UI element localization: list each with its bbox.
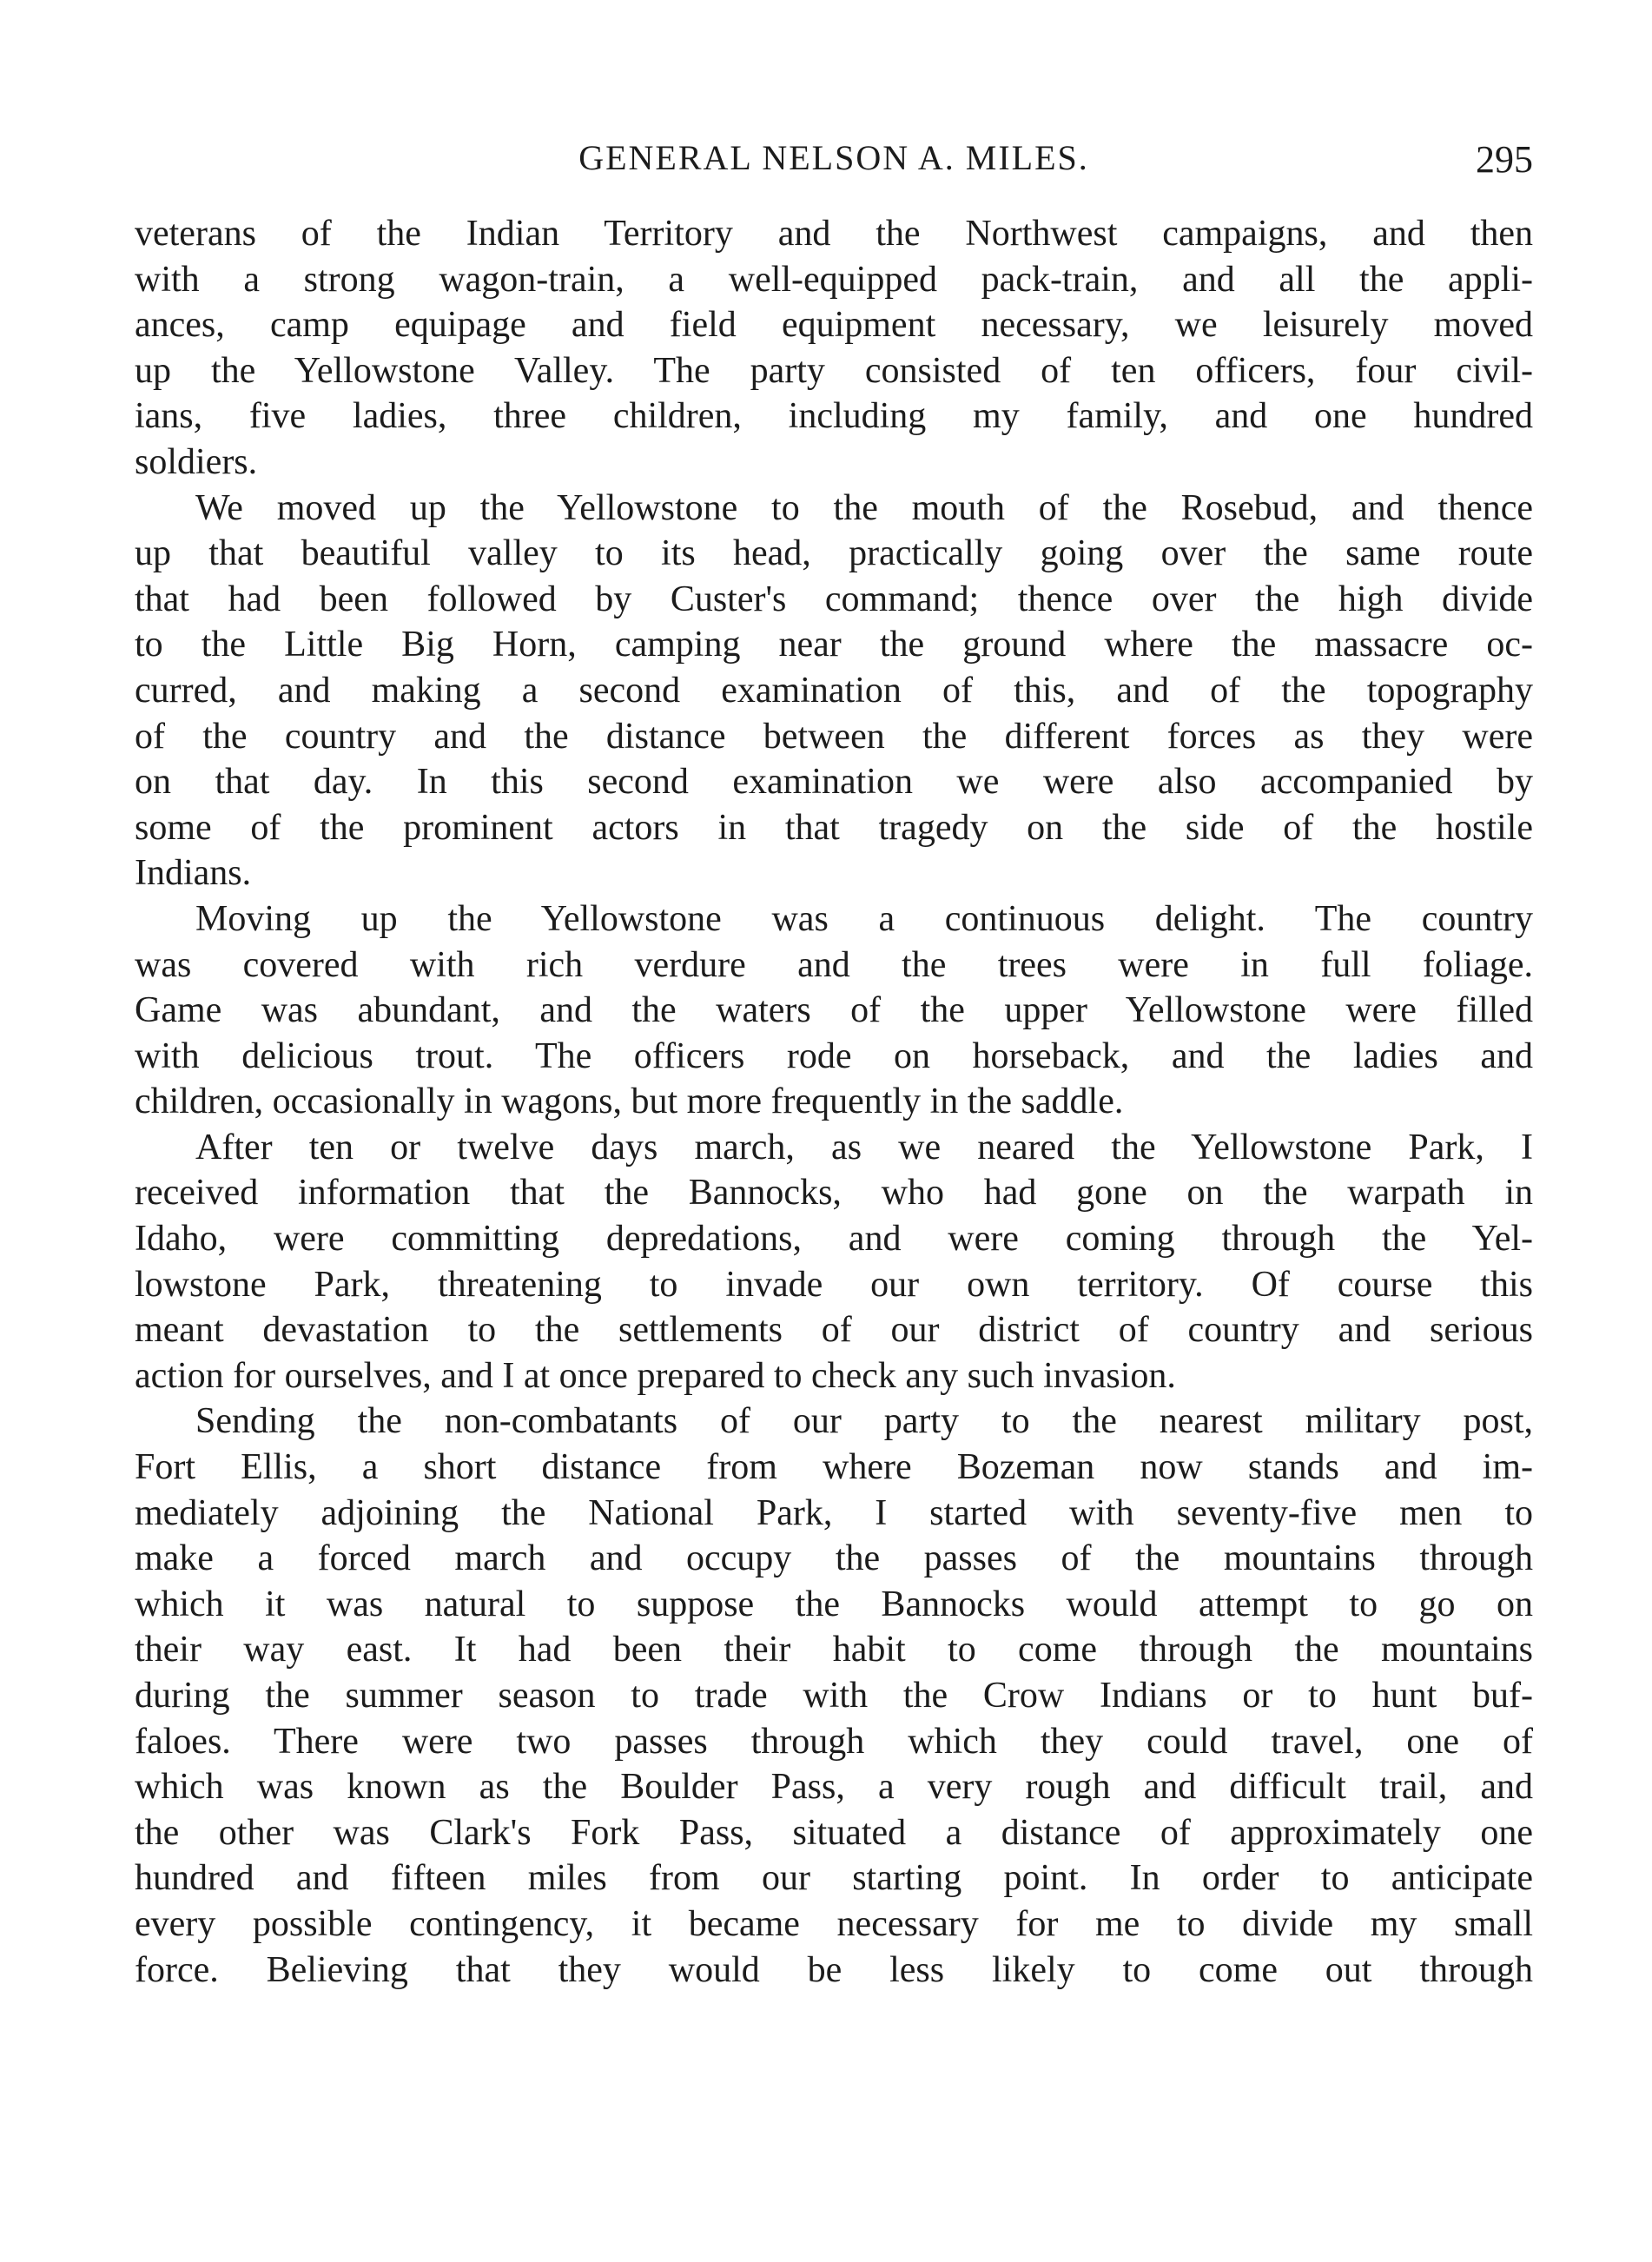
text-line: to the Little Big Horn, camping near the ground where the massacre oc- <box>135 625 1533 665</box>
text-line: Sending the non-combatants of our party to the nearest military post, <box>195 1401 1533 1442</box>
text-line: make a forced march and occupy the passes of the mountains through <box>135 1538 1533 1579</box>
text-line: that had been followed by Custer's command; thence over the high divide <box>135 579 1533 619</box>
text-line: up that beautiful valley to its head, practically going over the same route <box>135 533 1533 574</box>
text-line: Indians. <box>135 853 252 894</box>
text-line: force. Believing that they would be less likely to come out through <box>135 1949 1533 1990</box>
text-line: Game was abundant, and the waters of the upper Yellowstone were filled <box>135 990 1533 1031</box>
text-line: children, occasionally in wagons, but more frequently in the saddle. <box>135 1081 1124 1122</box>
text-line: the other was Clark's Fork Pass, situated a distance of approximately one <box>135 1812 1533 1853</box>
text-line: lowstone Park, threatening to invade our own territory. Of course this <box>135 1264 1533 1305</box>
text-line: ances, camp equipage and field equipment necessary, we leisurely moved <box>135 305 1533 346</box>
text-line: during the summer season to trade with the Crow Indians or to hunt buf- <box>135 1676 1533 1716</box>
text-line: After ten or twelve days march, as we neared the Yellowstone Park, I <box>195 1127 1533 1167</box>
body-text <box>135 211 1533 1993</box>
text-line: action for ourselves, and I at once prepared to check any such invasion. <box>135 1355 1176 1396</box>
text-line: received information that the Bannocks, who had gone on the warpath in <box>135 1173 1533 1214</box>
text-line: meant devastation to the settlements of our district of country and serious <box>135 1310 1533 1351</box>
text-line: faloes. There were two passes through which they could travel, one of <box>135 1721 1533 1762</box>
text-line: hundred and fifteen miles from our starting point. In order to anticipate <box>135 1858 1533 1899</box>
text-line: of the country and the distance between the different forces as they were <box>135 716 1533 757</box>
text-line: their way east. It had been their habit to come through the mountains <box>135 1630 1533 1670</box>
text-line: Idaho, were committing depredations, and were coming through the Yel- <box>135 1219 1533 1260</box>
running-title: GENERAL NELSON A. MILES. <box>578 138 1089 177</box>
running-head <box>135 130 1533 182</box>
text-line: on that day. In this second examination we were also accompanied by <box>135 762 1533 803</box>
text-line: ians, five ladies, three children, including my family, and one hundred <box>135 396 1533 437</box>
text-line: was covered with rich verdure and the trees were in full foliage. <box>135 944 1533 985</box>
text-line: with delicious trout. The officers rode on horseback, and the ladies and <box>135 1035 1533 1076</box>
text-line: Fort Ellis, a short distance from where Bozeman now stands and im- <box>135 1447 1533 1488</box>
text-line: curred, and making a second examination of this, and of the topography <box>135 670 1533 711</box>
text-line: mediately adjoining the National Park, I started with seventy-five men to <box>135 1492 1533 1533</box>
text-line: Moving up the Yellowstone was a continuous delight. The country <box>195 898 1533 939</box>
text-line: soldiers. <box>135 441 258 482</box>
text-line: which it was natural to suppose the Bannocks would attempt to go on <box>135 1584 1533 1624</box>
text-line: with a strong wagon-train, a well-equipped pack-train, and all the appli- <box>135 259 1533 300</box>
text-line: We moved up the Yellowstone to the mouth of the Rosebud, and thence <box>195 487 1533 528</box>
text-line: which was known as the Boulder Pass, a very rough and difficult trail, and <box>135 1767 1533 1808</box>
text-line: some of the prominent actors in that tragedy on the side of the hostile <box>135 807 1533 848</box>
page-number: 295 <box>1476 138 1533 181</box>
text-line: up the Yellowstone Valley. The party consisted of ten officers, four civil- <box>135 350 1533 391</box>
text-line: veterans of the Indian Territory and the Northwest campaigns, and then <box>135 214 1533 254</box>
text-line: every possible contingency, it became necessary for me to divide my small <box>135 1903 1533 1944</box>
